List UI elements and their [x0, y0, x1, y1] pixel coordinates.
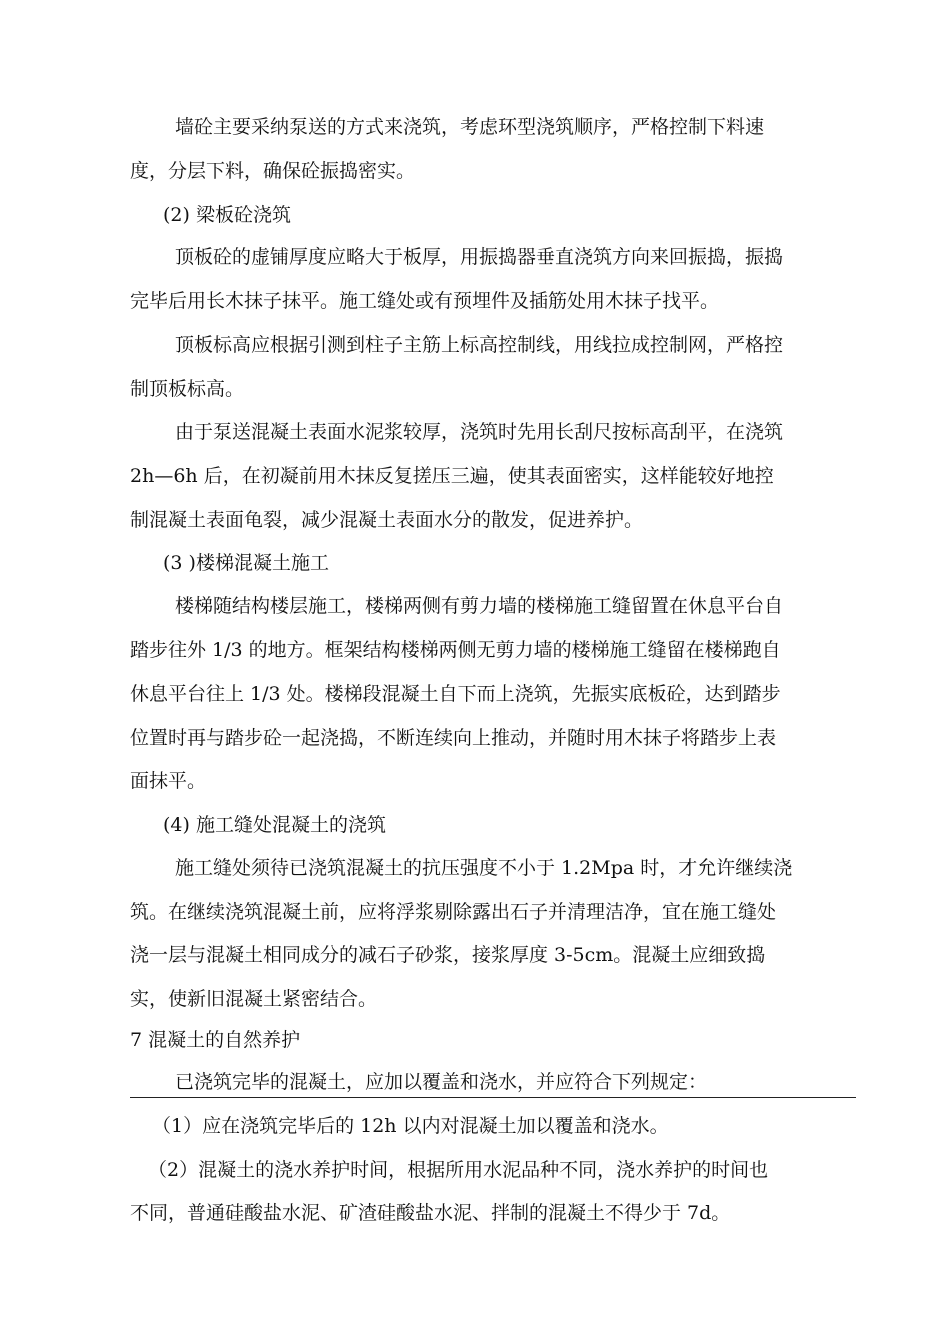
- paragraph-line: 顶板砼的虚铺厚度应略大于板厚，用振捣器垂直浇筑方向来回振捣，振捣: [175, 246, 784, 268]
- paragraph-line: 已浇筑完毕的混凝土，应加以覆盖和浇水，并应符合下列规定：: [175, 1071, 708, 1093]
- paragraph-line: 制混凝土表面龟裂，减少混凝土表面水分的散发，促进养护。: [130, 509, 644, 531]
- paragraph-line: 不同，普通硅酸盐水泥、矿渣硅酸盐水泥、拌制的混凝土不得少于 7d。: [130, 1202, 731, 1224]
- paragraph-line: 筑。在继续浇筑混凝土前，应将浮浆剔除露出石子并清理洁净，宜在施工缝处: [130, 901, 777, 923]
- paragraph-line: 施工缝处须待已浇筑混凝土的抗压强度不小于 1.2Mpa 时，才允许继续浇: [175, 857, 793, 879]
- paragraph-line: 位置时再与踏步砼一起浇捣，不断连续向上推动，并随时用木抹子将踏步上表: [130, 727, 777, 749]
- paragraph-line: 浇一层与混凝土相同成分的减石子砂浆，接浆厚度 3-5cm。混凝土应细致捣: [130, 944, 766, 966]
- list-item: （1）应在浇筑完毕后的 12h 以内对混凝土加以覆盖和浇水。: [152, 1115, 669, 1137]
- paragraph-line: 由于泵送混凝土表面水泥浆较厚，浇筑时先用长刮尺按标高刮平，在浇筑: [175, 421, 784, 443]
- paragraph-line: 楼梯随结构楼层施工，楼梯两侧有剪力墙的楼梯施工缝留置在休息平台自: [175, 595, 784, 617]
- paragraph-line: 墙砼主要采纳泵送的方式来浇筑，考虑环型浇筑顺序，严格控制下料速: [175, 116, 765, 138]
- list-item: （2）混凝土的浇水养护时间，根据所用水泥品种不同，浇水养护的时间也: [148, 1159, 769, 1181]
- paragraph-line: 制顶板标高。: [130, 378, 245, 400]
- chapter-heading: 7 混凝土的自然养护: [130, 1029, 301, 1051]
- paragraph-line: 2h—6h 后，在初凝前用木抹反复搓压三遍，使其表面密实，这样能较好地控: [130, 465, 774, 487]
- paragraph-line: 实，使新旧混凝土紧密结合。: [130, 988, 378, 1010]
- section-heading: (4) 施工缝处混凝土的浇筑: [163, 814, 386, 836]
- section-heading: (3 )楼梯混凝土施工: [163, 552, 329, 574]
- horizontal-divider: [130, 1097, 856, 1098]
- paragraph-line: 踏步往外 1/3 的地方。框架结构楼梯两侧无剪力墙的楼梯施工缝留在楼梯跑自: [130, 639, 781, 661]
- paragraph-line: 面抹平。: [130, 770, 207, 792]
- section-heading: (2) 梁板砼浇筑: [163, 204, 291, 226]
- paragraph-line: 度，分层下料，确保砼振捣密实。: [130, 160, 416, 182]
- paragraph-line: 休息平台往上 1/3 处。楼梯段混凝土自下而上浇筑，先振实底板砼，达到踏步: [130, 683, 781, 705]
- paragraph-line: 顶板标高应根据引测到柱子主筋上标高控制线，用线拉成控制网，严格控: [175, 334, 784, 356]
- paragraph-line: 完毕后用长木抹子抹平。施工缝处或有预埋件及插筋处用木抹子找平。: [130, 290, 720, 312]
